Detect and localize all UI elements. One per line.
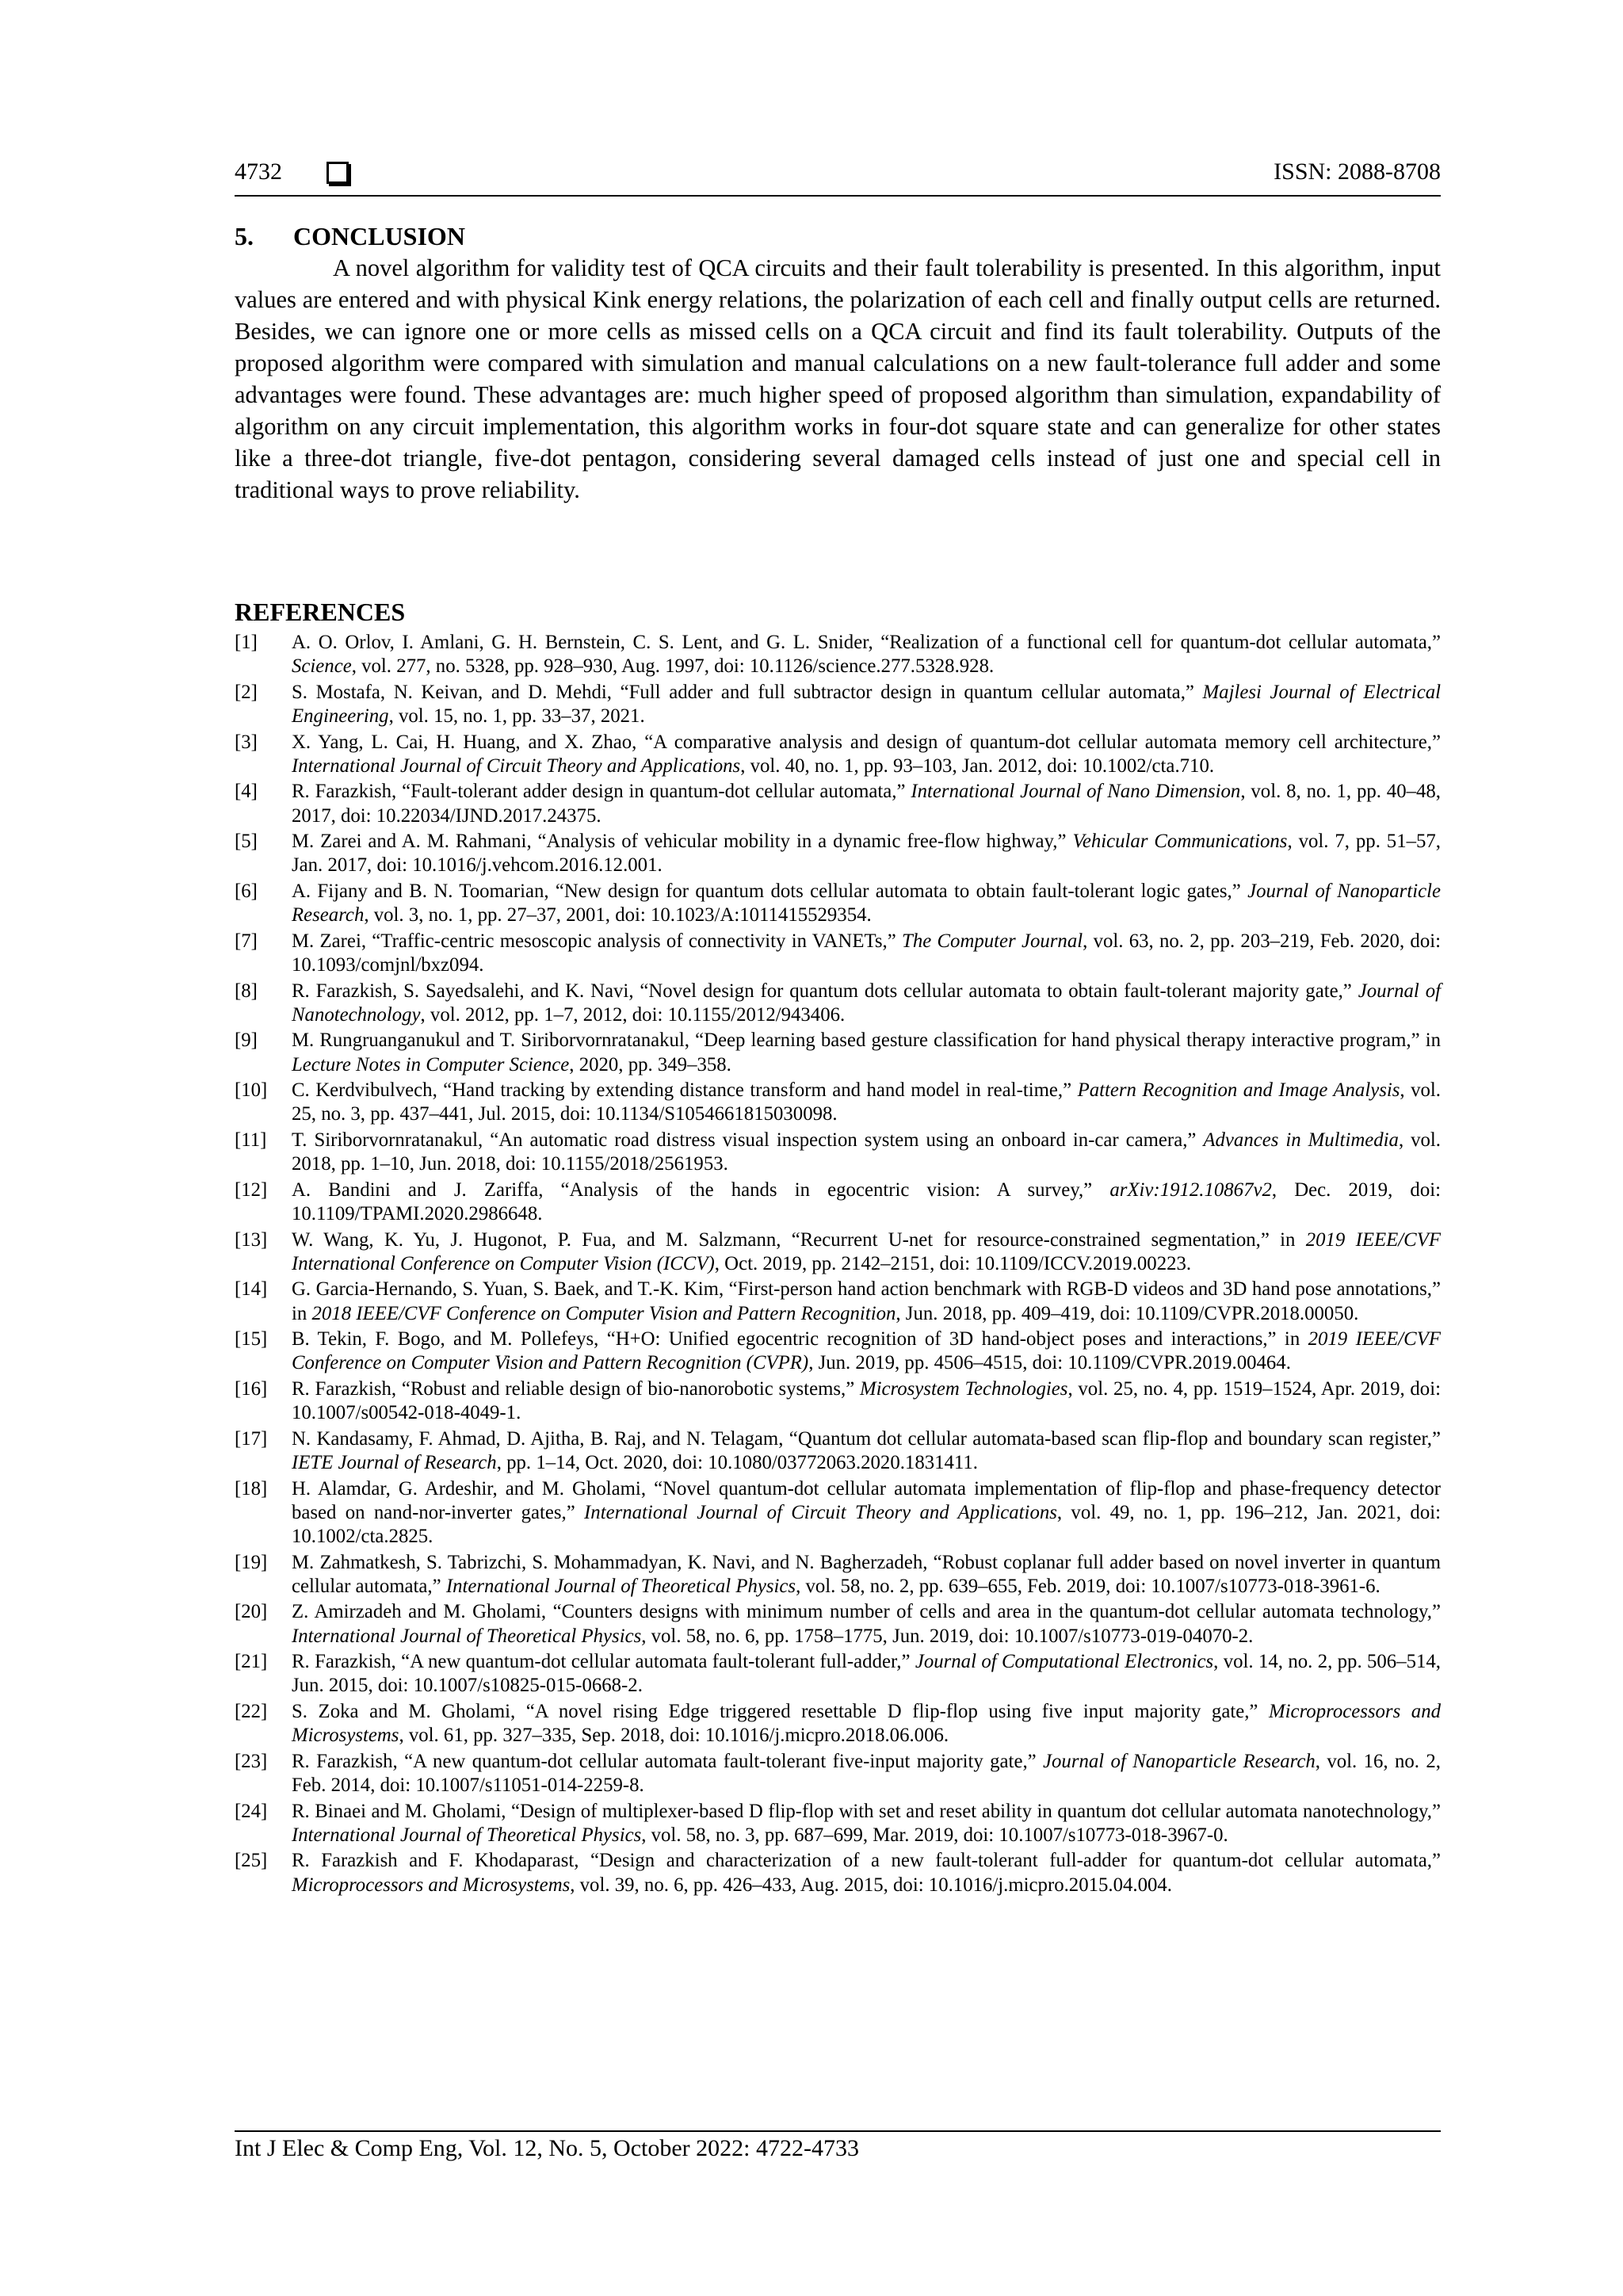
reference-text: B. Tekin, F. Bogo, and M. Pollefeys, “H+O: Unified egocentric recognition of 3D hand-object poses and interactions,” in — [292, 1328, 1308, 1350]
reference-details: , Dec. 2019, doi: 10.1109/TPAMI.2020.2986648. — [292, 1179, 1441, 1224]
reference-source: The Computer Journal — [902, 930, 1083, 952]
reference-number: [6] — [235, 880, 258, 902]
reference-source: Vehicular Communications — [1072, 831, 1288, 853]
reference-number: [1] — [235, 632, 258, 653]
reference-details: , vol. 7, pp. 51–57, Jan. 2017, doi: 10.1016/j.vehcom.2016.12.001. — [292, 831, 1441, 877]
reference-item — [235, 1129, 1441, 1176]
reference-source: Journal of Computational Electronics — [915, 1651, 1214, 1673]
reference-item — [235, 681, 1441, 728]
reference-item — [235, 830, 1441, 877]
reference-number: [2] — [235, 681, 258, 703]
reference-details: , vol. 39, no. 6, pp. 426–433, Aug. 2015, doi: 10.1016/j.micpro.2015.04.004. — [570, 1874, 1172, 1896]
reference-text: R. Farazkish, “A new quantum-dot cellular automata fault-tolerant five-input majority gate,” — [292, 1750, 1044, 1772]
square-icon — [327, 162, 349, 184]
reference-details: , vol. 63, no. 2, pp. 203–219, Feb. 2020, doi: 10.1093/comjnl/bxz094. — [292, 930, 1441, 976]
reference-text: R. Farazkish and F. Khodaparast, “Design and characterization of a new fault-tolerant full-adder for quantum-dot cellular automata,” — [292, 1850, 1441, 1872]
reference-text: R. Binaei and M. Gholami, “Design of multiplexer-based D flip-flop with set and reset ability in quantum dot cellular automata nanotechnology,” — [292, 1800, 1441, 1822]
reference-text: G. Garcia-Hernando, S. Yuan, S. Baek, and T.-K. Kim, “First-person hand action benchmark with RGB-D videos and 3D hand pose annotations,” in — [292, 1278, 1441, 1324]
reference-source: IETE Journal of Research — [292, 1451, 497, 1473]
reference-number: [21] — [235, 1651, 268, 1673]
reference-item — [235, 1700, 1441, 1748]
reference-source: Journal of Nanoparticle Research — [292, 880, 1442, 926]
reference-text: A. Bandini and J. Zariffa, “Analysis of the hands in egocentric vision: A survey,” — [292, 1179, 1110, 1201]
reference-text: M. Zarei, “Traffic-centric mesoscopic analysis of connectivity in VANETs,” — [292, 930, 903, 952]
reference-details: , vol. 58, no. 3, pp. 687–699, Mar. 2019, doi: 10.1007/s10773-018-3967-0. — [641, 1824, 1228, 1846]
reference-item — [235, 1328, 1441, 1375]
reference-details: , vol. 3, no. 1, pp. 27–37, 2001, doi: 10.1023/A:1011415529354. — [364, 904, 872, 926]
reference-number: [23] — [235, 1750, 268, 1772]
reference-source: International Journal of Theoretical Physics — [292, 1824, 642, 1846]
reference-details: , vol. 277, no. 5328, pp. 928–930, Aug. 1997, doi: 10.1126/science.277.5328.928. — [351, 655, 995, 678]
reference-item — [235, 780, 1441, 827]
reference-number: [11] — [235, 1129, 267, 1151]
reference-details: , vol. 14, no. 2, pp. 506–514, Jun. 2015, doi: 10.1007/s10825-015-0668-2. — [292, 1651, 1442, 1697]
reference-list — [235, 631, 1441, 1899]
reference-item — [235, 1750, 1441, 1797]
reference-source: International Journal of Circuit Theory and Applications — [584, 1501, 1057, 1523]
reference-source: International Journal of Nano Dimension — [911, 781, 1241, 803]
reference-text: R. Farazkish, S. Sayedsalehi, and K. Navi, “Novel design for quantum dots cellular automata to obtain fault-tolerant majority gate,” — [292, 980, 1358, 1002]
reference-details: , vol. 8, no. 1, pp. 40–48, 2017, doi: 10.22034/IJND.2017.24375. — [292, 781, 1441, 827]
reference-number: [13] — [235, 1228, 268, 1251]
reference-number: [12] — [235, 1179, 268, 1201]
reference-details: , vol. 49, no. 1, pp. 196–212, Jan. 2021, doi: 10.1002/cta.2825. — [292, 1501, 1441, 1547]
reference-source: International Journal of Theoretical Physics — [445, 1575, 796, 1597]
reference-details: , vol. 15, no. 1, pp. 33–37, 2021. — [388, 705, 645, 727]
reference-source: Microprocessors and Microsystems — [292, 1874, 571, 1896]
reference-source: 2019 IEEE/CVF International Conference on Computer Vision (ICCV) — [292, 1228, 1441, 1274]
reference-text: N. Kandasamy, F. Ahmad, D. Ajitha, B. Raj, and N. Telagam, “Quantum dot cellular automata-based scan flip-flop and boundary scan register,” — [292, 1427, 1441, 1450]
reference-text: W. Wang, K. Yu, J. Hugonot, P. Fua, and M. Salzmann, “Recurrent U-net for resource-constrained segmentation,” in — [292, 1228, 1306, 1251]
reference-number: [10] — [235, 1079, 268, 1102]
reference-number: [20] — [235, 1601, 268, 1623]
reference-text: X. Yang, L. Cai, H. Huang, and X. Zhao, “A comparative analysis and design of quantum-dot cellular automata memory cell architecture,” — [292, 731, 1441, 753]
reference-number: [15] — [235, 1328, 268, 1350]
conclusion-paragraph: A novel algorithm for validity test of QCA circuits and their fault tolerability is presented. In this algorithm, input values are entered and with physical Kink energy relations, the polarization of each cell and finally output cells are returned. Besides, we can ignore one or more cells as missed cells on a QCA circuit and find its fault tolerability. Outputs of the proposed algorithm were compared with simulation and manual calculations on a new fault-tolerance full adder and some advantages were found. These advantages are: much higher speed of proposed algorithm than simulation, expandability of algorithm on any circuit implementation, this algorithm works in four-dot square state and can generalize for other states like a three-dot triangle, five-dot pentagon, considering several damaged cells instead of just one and special cell in traditional ways to prove reliability. — [235, 254, 1441, 503]
reference-item — [235, 1650, 1441, 1698]
reference-source: Journal of Nanotechnology — [292, 980, 1441, 1026]
reference-details: , vol. 2012, pp. 1–7, 2012, doi: 10.1155/2012/943406. — [420, 1003, 846, 1026]
reference-source: Lecture Notes in Computer Science — [292, 1053, 570, 1075]
reference-item — [235, 1551, 1441, 1599]
reference-item — [235, 1849, 1441, 1897]
reference-source: Microprocessors and Microsystems — [292, 1700, 1441, 1747]
page-footer: Int J Elec & Comp Eng, Vol. 12, No. 5, October 2022: 4722-4733 — [235, 2135, 859, 2161]
page-number: 4732 — [235, 159, 282, 185]
reference-number: [8] — [235, 980, 258, 1002]
reference-source: 2019 IEEE/CVF Conference on Computer Vision and Pattern Recognition (CVPR) — [292, 1328, 1442, 1374]
reference-number: [9] — [235, 1030, 258, 1052]
reference-number: [5] — [235, 831, 258, 853]
reference-source: International Journal of Theoretical Physics — [292, 1625, 642, 1647]
reference-details: , vol. 40, no. 1, pp. 93–103, Jan. 2012, doi: 10.1002/cta.710. — [740, 755, 1215, 777]
reference-number: [19] — [235, 1551, 268, 1573]
header-divider — [235, 195, 1441, 197]
reference-details: , Oct. 2019, pp. 2142–2151, doi: 10.1109/ICCV.2019.00223. — [714, 1252, 1192, 1274]
reference-item — [235, 1029, 1441, 1076]
footer-divider — [235, 2130, 1441, 2132]
reference-number: [17] — [235, 1427, 268, 1450]
reference-details: , vol. 61, pp. 327–335, Sep. 2018, doi: 10.1016/j.micpro.2018.06.006. — [399, 1725, 949, 1747]
reference-item — [235, 980, 1441, 1027]
reference-details: , vol. 25, no. 4, pp. 1519–1524, Apr. 2019, doi: 10.1007/s00542-018-4049-1. — [292, 1377, 1441, 1424]
reference-number: [3] — [235, 731, 258, 753]
reference-item — [235, 631, 1441, 678]
reference-source: 2018 IEEE/CVF Conference on Computer Vision and Pattern Recognition — [311, 1302, 896, 1324]
section-heading — [235, 222, 465, 251]
reference-number: [18] — [235, 1477, 268, 1499]
section-title: CONCLUSION — [293, 222, 465, 250]
reference-text: R. Farazkish, “Robust and reliable design of bio-nanorobotic systems,” — [292, 1377, 860, 1400]
reference-number: [14] — [235, 1278, 268, 1301]
reference-number: [7] — [235, 930, 258, 952]
reference-details: , pp. 1–14, Oct. 2020, doi: 10.1080/03772063.2020.1831411. — [496, 1451, 978, 1473]
page-header — [235, 155, 1441, 195]
reference-source: Journal of Nanoparticle Research — [1043, 1750, 1316, 1772]
reference-details: , Jun. 2018, pp. 409–419, doi: 10.1109/CVPR.2018.00050. — [896, 1302, 1359, 1324]
reference-source: Microsystem Technologies — [859, 1377, 1068, 1400]
reference-text: R. Farazkish, “Fault-tolerant adder design in quantum-dot cellular automata,” — [292, 781, 911, 803]
reference-item — [235, 1278, 1441, 1325]
reference-item — [235, 1079, 1441, 1126]
reference-details: , 2020, pp. 349–358. — [569, 1053, 731, 1075]
reference-item — [235, 1377, 1441, 1425]
reference-item — [235, 1228, 1441, 1276]
reference-text: C. Kerdvibulvech, “Hand tracking by extending distance transform and hand model in real-time,” — [292, 1079, 1078, 1102]
reference-details: , vol. 25, no. 3, pp. 437–441, Jul. 2015, doi: 10.1134/S1054661815030098. — [292, 1079, 1441, 1125]
reference-text: M. Rungruanganukul and T. Siriborvornratanakul, “Deep learning based gesture classification for hand physical therapy interactive program,” in — [292, 1030, 1441, 1052]
reference-text: M. Zahmatkesh, S. Tabrizchi, S. Mohammadyan, K. Navi, and N. Bagherzadeh, “Robust coplanar full adder based on novel inverter in quantum cellular automata,” — [292, 1551, 1441, 1597]
reference-item — [235, 930, 1441, 977]
reference-text: R. Farazkish, “A new quantum-dot cellular automata fault-tolerant full-adder,” — [292, 1651, 915, 1673]
reference-details: , vol. 2018, pp. 1–10, Jun. 2018, doi: 10.1155/2018/2561953. — [292, 1129, 1441, 1175]
reference-source: Majlesi Journal of Electrical Engineering — [292, 681, 1441, 727]
reference-source: arXiv:1912.10867v2 — [1109, 1179, 1272, 1201]
reference-text: T. Siriborvornratanakul, “An automatic road distress visual inspection system using an onboard in-car camera,” — [292, 1129, 1204, 1151]
reference-number: [22] — [235, 1700, 268, 1722]
section-number: 5. — [235, 222, 254, 250]
reference-number: [24] — [235, 1800, 268, 1822]
reference-source: Advances in Multimedia — [1203, 1129, 1399, 1151]
reference-details: , vol. 58, no. 6, pp. 1758–1775, Jun. 2019, doi: 10.1007/s10773-019-04070-2. — [641, 1625, 1254, 1647]
reference-item — [235, 1427, 1441, 1475]
reference-item — [235, 1600, 1441, 1648]
reference-source: Science — [292, 655, 352, 678]
reference-text: H. Alamdar, G. Ardeshir, and M. Gholami, “Novel quantum-dot cellular automata implementation of flip-flop and phase-frequency detector based on nand-nor-inverter gates,” — [292, 1477, 1441, 1523]
reference-item — [235, 1179, 1441, 1226]
reference-source: Pattern Recognition and Image Analysis — [1077, 1079, 1400, 1102]
reference-number: [25] — [235, 1850, 268, 1872]
reference-text: S. Zoka and M. Gholami, “A novel rising Edge triggered resettable D flip-flop using five input majority gate,” — [292, 1700, 1270, 1722]
reference-text: A. O. Orlov, I. Amlani, G. H. Bernstein, C. S. Lent, and G. L. Snider, “Realization of a functional cell for quantum-dot cellular automata,” — [292, 632, 1441, 653]
reference-text: S. Mostafa, N. Keivan, and D. Mehdi, “Full adder and full subtractor design in quantum cellular automata,” — [292, 681, 1203, 703]
reference-source: International Journal of Circuit Theory and Applications — [292, 755, 741, 777]
issn-label: ISSN: 2088-8708 — [1274, 159, 1441, 185]
reference-item — [235, 1800, 1441, 1847]
reference-details: , vol. 58, no. 2, pp. 639–655, Feb. 2019, doi: 10.1007/s10773-018-3961-6. — [796, 1575, 1381, 1597]
reference-number: [16] — [235, 1377, 268, 1400]
reference-number: [4] — [235, 781, 258, 803]
reference-item — [235, 1477, 1441, 1549]
reference-details: , vol. 16, no. 2, Feb. 2014, doi: 10.1007/s11051-014-2259-8. — [292, 1750, 1441, 1796]
reference-text: A. Fijany and B. N. Toomarian, “New design for quantum dots cellular automata to obtain fault-tolerant logic gates,” — [292, 880, 1248, 902]
reference-details: , Jun. 2019, pp. 4506–4515, doi: 10.1109/CVPR.2019.00464. — [808, 1352, 1291, 1374]
references-heading: REFERENCES — [235, 598, 406, 626]
reference-text: M. Zarei and A. M. Rahmani, “Analysis of vehicular mobility in a dynamic free-flow highway,” — [292, 831, 1073, 853]
reference-text: Z. Amirzadeh and M. Gholami, “Counters designs with minimum number of cells and area in the quantum-dot cellular automata technology,” — [292, 1601, 1441, 1623]
reference-item — [235, 731, 1441, 778]
reference-item — [235, 880, 1441, 927]
